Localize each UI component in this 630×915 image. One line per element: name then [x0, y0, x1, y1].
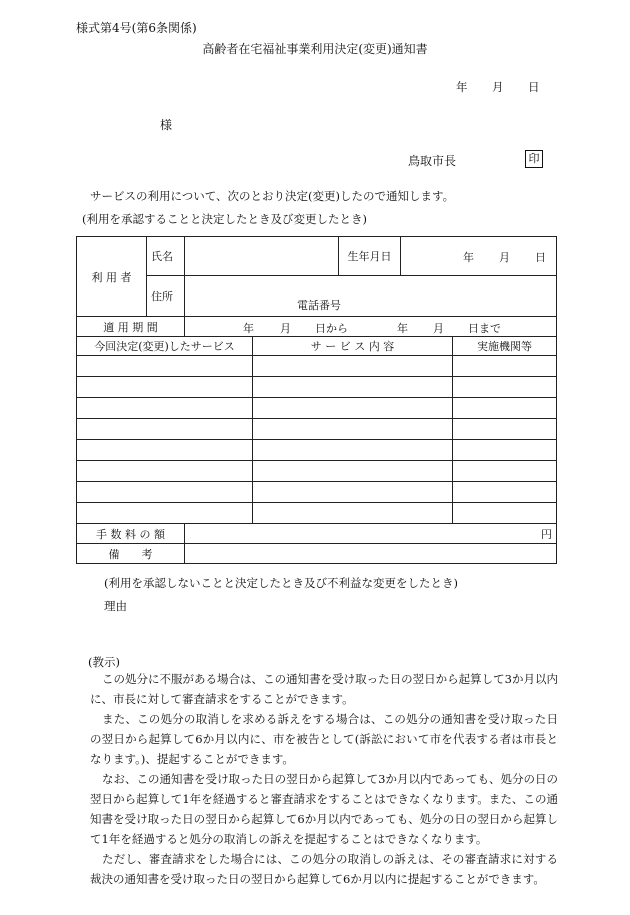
birth-day-label: 日	[535, 251, 546, 264]
service-cell[interactable]	[77, 398, 253, 419]
content-cell[interactable]	[253, 377, 453, 398]
instruction-paragraph-4	[90, 849, 558, 889]
provider-cell[interactable]	[453, 419, 557, 440]
seal-stamp: 印	[525, 150, 543, 168]
instruction-text-1: この処分に不服がある場合は、この通知書を受け取った日の翌日から起算して3か月以内に、市長に対して審査請求をすることができます。	[90, 672, 558, 706]
issuer-name: 鳥取市長	[408, 154, 457, 168]
provider-cell[interactable]	[453, 377, 557, 398]
service-cell[interactable]	[77, 377, 253, 398]
service-row	[77, 482, 557, 503]
provider-cell[interactable]	[453, 503, 557, 524]
service-cell[interactable]	[77, 503, 253, 524]
fee-field[interactable]	[185, 524, 557, 544]
issue-date-day: 日	[528, 80, 540, 94]
content-cell[interactable]	[253, 503, 453, 524]
instruction-text-4: ただし、審査請求をした場合には、この処分の取消しの訴えは、その審査請求に対する裁決の通知書を受け取った日の翌日から起算して6か月以内に提起することができます。	[90, 852, 558, 886]
instruction-text-3: なお、この通知書を受け取った日の翌日から起算して3か月以内であっても、処分の日の翌日から起算して1年を経過すると審査請求をすることはできなくなります。また、この通知書を受け取った日の翌日から起算して6か月以内であっても、処分の日の翌日から起算して1年を経過すると処分の取消しの訴えを提起することはできなくなります。	[90, 772, 558, 846]
service-cell[interactable]	[77, 461, 253, 482]
document-title: 高齢者在宅福祉事業利用決定(変更)通知書	[202, 42, 428, 56]
content-cell[interactable]	[253, 419, 453, 440]
content-cell[interactable]	[253, 461, 453, 482]
service-cell[interactable]	[77, 482, 253, 503]
rejection-section-heading: (利用を承認しないことと決定したとき及び不利益な変更をしたとき)	[104, 576, 458, 590]
fee-unit: 円	[541, 527, 552, 541]
instruction-paragraph-3	[90, 769, 558, 849]
service-cell[interactable]	[77, 356, 253, 377]
reason-label: 理由	[104, 599, 127, 613]
birthdate-field[interactable]	[401, 237, 557, 276]
birthdate-label: 生年月日	[339, 237, 401, 276]
provider-cell[interactable]	[453, 440, 557, 461]
instruction-paragraph-2	[90, 709, 558, 769]
name-label: 氏名	[147, 237, 185, 276]
provider-cell[interactable]	[453, 461, 557, 482]
name-field[interactable]	[185, 237, 339, 276]
content-cell[interactable]	[253, 482, 453, 503]
issue-date-month: 月	[492, 80, 504, 94]
service-row	[77, 377, 557, 398]
addressee-suffix: 様	[160, 118, 173, 132]
service-cell[interactable]	[77, 440, 253, 461]
intro-text: サービスの利用について、次のとおり決定(変更)したので通知します。	[90, 189, 455, 203]
instruction-heading: (教示)	[88, 655, 120, 669]
provider-cell[interactable]	[453, 356, 557, 377]
service-row	[77, 398, 557, 419]
col-header-content: サ ー ビ ス 内 容	[253, 337, 453, 356]
birth-month-label: 月	[499, 251, 510, 264]
col-header-service: 今回決定(変更)したサービス	[77, 337, 253, 356]
address-label: 住所	[147, 276, 185, 317]
provider-cell[interactable]	[453, 482, 557, 503]
instruction-paragraph-1	[90, 669, 558, 709]
service-row	[77, 440, 557, 461]
period-to-month: 月	[433, 322, 444, 335]
issue-date-year: 年	[456, 80, 468, 94]
col-header-provider: 実施機関等	[453, 337, 557, 356]
remarks-label: 備 考	[77, 544, 185, 564]
approval-section-heading: (利用を承認することと決定したとき及び変更したとき)	[82, 212, 367, 226]
provider-cell[interactable]	[453, 398, 557, 419]
address-field[interactable]	[185, 276, 557, 317]
period-to-year: 年	[397, 322, 408, 335]
user-label: 利 用 者	[77, 237, 147, 317]
service-row	[77, 503, 557, 524]
service-row	[77, 461, 557, 482]
form-number: 様式第4号(第6条関係)	[76, 21, 197, 35]
content-cell[interactable]	[253, 398, 453, 419]
content-cell[interactable]	[253, 440, 453, 461]
service-cell[interactable]	[77, 419, 253, 440]
period-field[interactable]	[185, 317, 557, 337]
content-cell[interactable]	[253, 356, 453, 377]
phone-label: 電話番号	[297, 299, 341, 312]
period-from-day: 日から	[315, 322, 348, 335]
service-row	[77, 419, 557, 440]
decision-table	[76, 236, 557, 564]
period-to-day: 日まで	[468, 322, 501, 335]
period-from-year: 年	[243, 322, 254, 335]
instruction-text-2: また、この処分の取消しを求める訴えをする場合は、この処分の通知書を受け取った日の翌日から起算して6か月以内に、市を被告として(訴訟において市を代表する者は市長となります。)、提起することができます。	[90, 712, 558, 766]
period-label: 適 用 期 間	[77, 317, 185, 337]
fee-label: 手 数 料 の 額	[77, 524, 185, 544]
service-row	[77, 356, 557, 377]
remarks-field[interactable]	[185, 544, 557, 564]
birth-year-label: 年	[463, 251, 474, 264]
period-from-month: 月	[280, 322, 291, 335]
